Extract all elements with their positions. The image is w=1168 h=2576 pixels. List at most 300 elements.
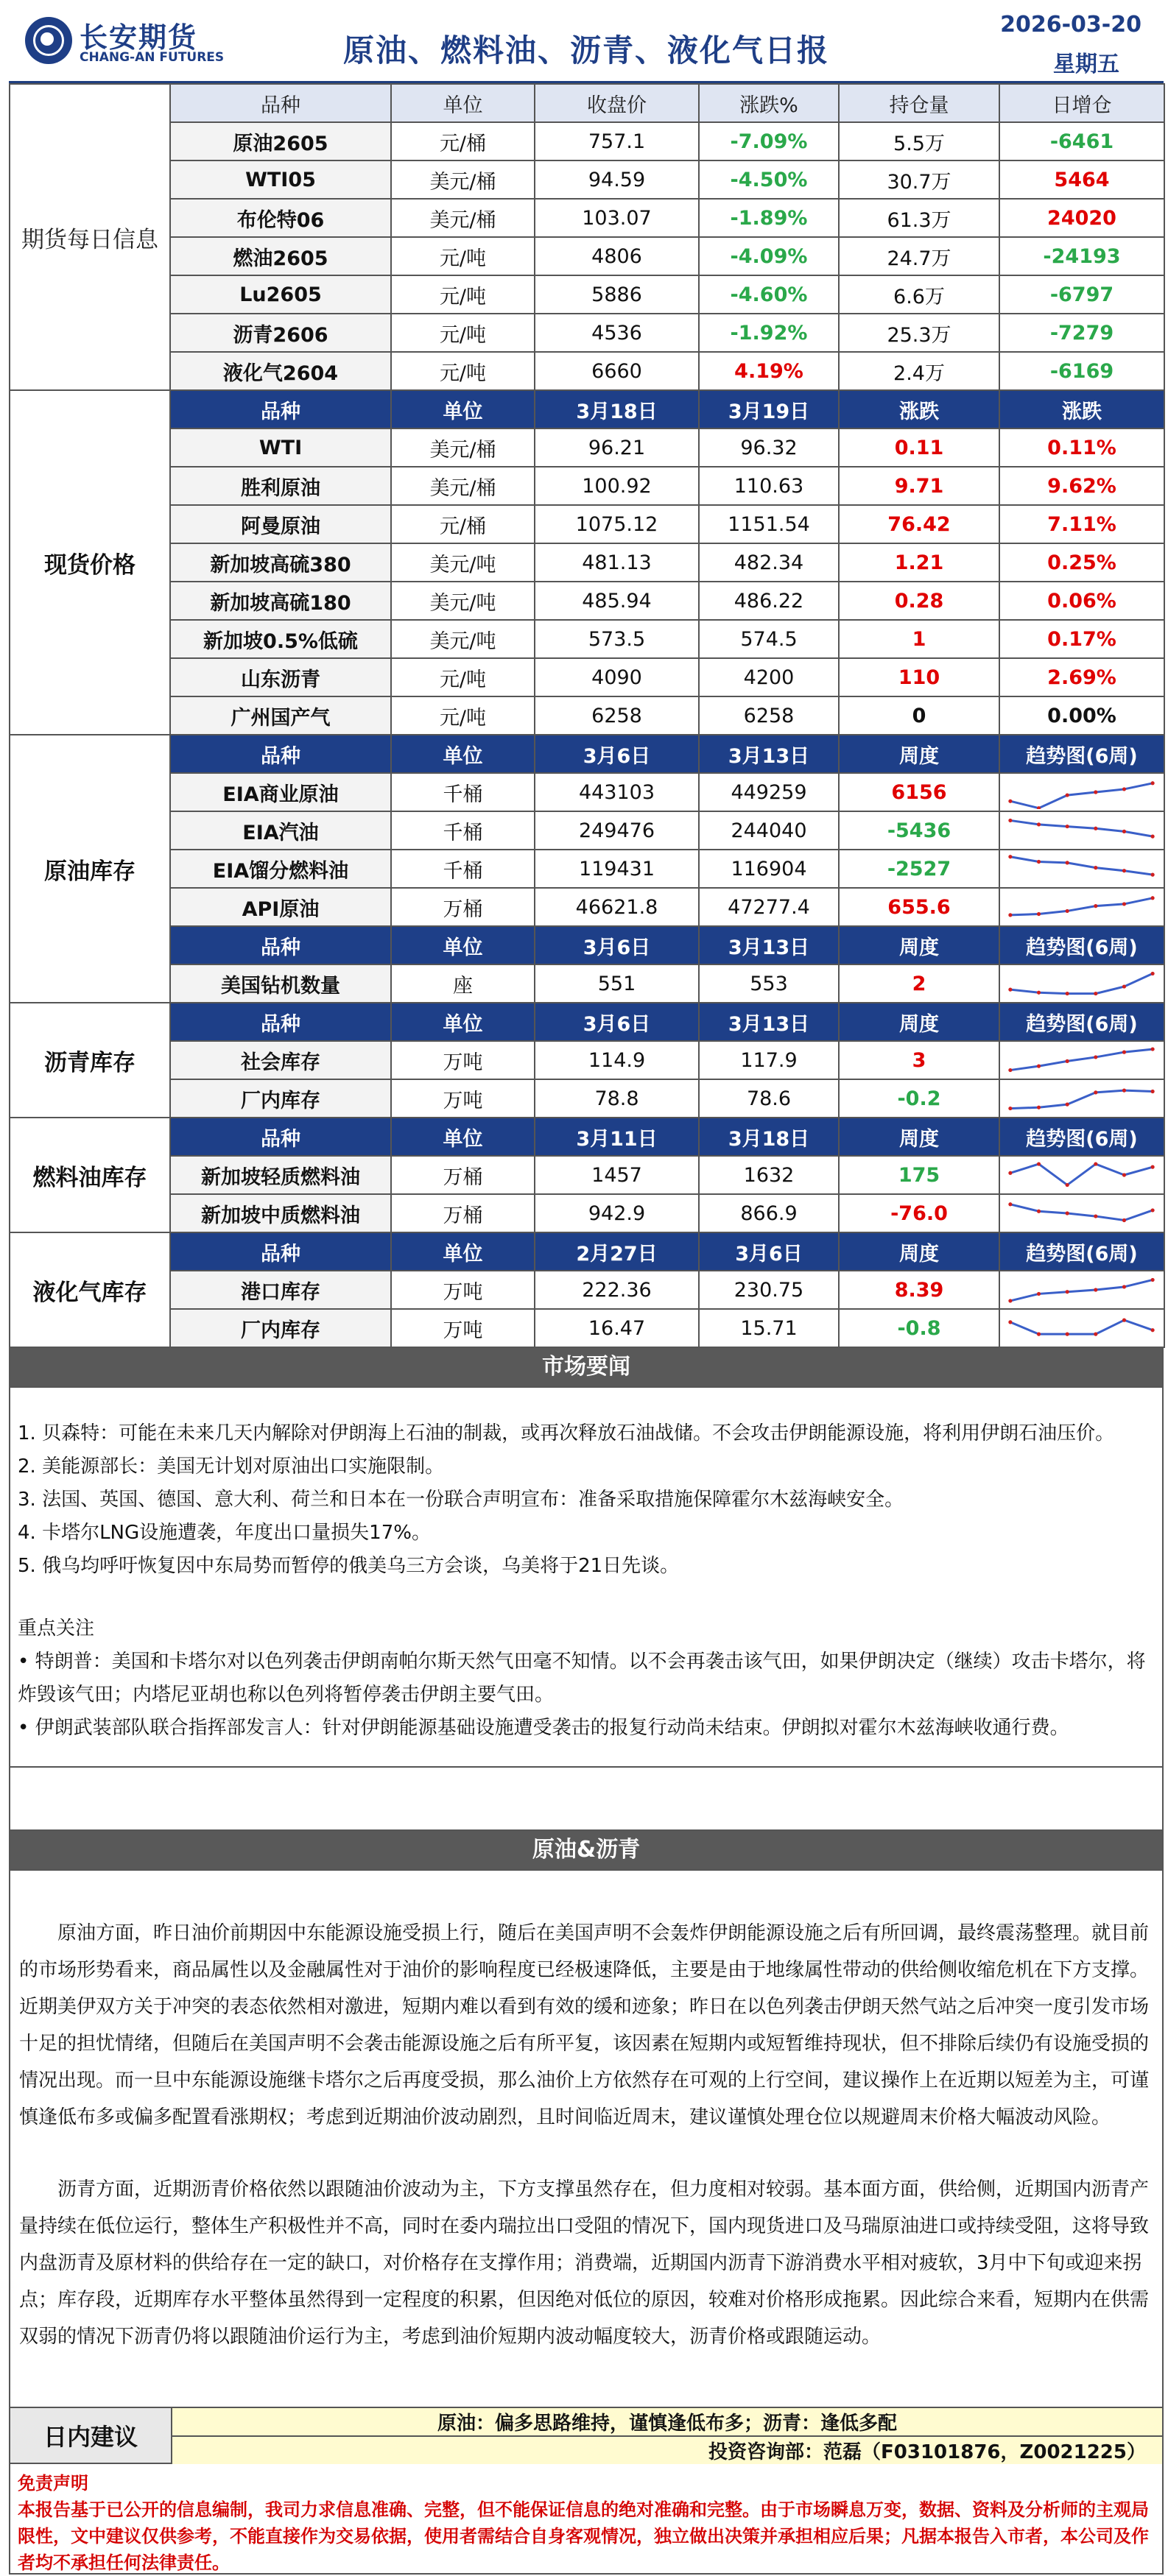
price-change-pct: 0.11% [999, 428, 1164, 467]
open-interest: 6.6万 [839, 275, 999, 314]
table-header-row [10, 390, 1164, 428]
unit: 万吨 [391, 1271, 535, 1309]
value-prev: 551 [535, 964, 699, 1003]
close-price: 103.07 [535, 199, 699, 237]
focus-item: • 伊朗武装部队联合指挥部发言人：针对伊朗能源基础设施遭受袭击的报复行动尚未结束。伊朗拟对霍尔木兹海峡收通行费。 [18, 1717, 1069, 1739]
advice-text: 原油：偏多思路维持，谨慎逢低布多；沥青：逢低多配 [172, 2408, 1162, 2435]
price-change-pct: 2.69% [999, 658, 1164, 696]
trend-point [1037, 860, 1041, 864]
trend-point [1008, 1171, 1012, 1175]
table-row [10, 1309, 1164, 1347]
trend-point [1094, 992, 1097, 995]
change-pct: -1.92% [699, 314, 839, 352]
table-row [10, 428, 1164, 467]
value-prev: 1457 [535, 1156, 699, 1194]
trend-point [1151, 835, 1155, 839]
column-header: 3月11日 [535, 1118, 699, 1156]
product-name: 新加坡高硫380 [170, 543, 391, 582]
trend-point [1151, 972, 1155, 975]
trend-point [1008, 819, 1012, 822]
trend-point [1008, 800, 1012, 803]
inventory-name: 新加坡中质燃料油 [170, 1194, 391, 1232]
table-row [10, 314, 1164, 352]
unit: 万桶 [391, 888, 535, 926]
table-row [10, 352, 1164, 390]
trend-point [1066, 909, 1069, 913]
value-latest: 47277.4 [699, 888, 839, 926]
unit: 元/吨 [391, 658, 535, 696]
price-day1: 6258 [535, 696, 699, 735]
unit: 美元/桶 [391, 160, 535, 199]
unit: 美元/吨 [391, 620, 535, 658]
price-change-pct: 0.00% [999, 696, 1164, 735]
trend-point [1122, 1173, 1126, 1176]
price-change-pct: 0.06% [999, 582, 1164, 620]
value-latest: 1632 [699, 1156, 839, 1194]
trend-sparkline [999, 1271, 1164, 1309]
column-header: 3月19日 [699, 390, 839, 428]
section-label: 原油库存 [10, 735, 170, 1003]
daily-oi-change: -6797 [999, 275, 1164, 314]
disclaimer-title: 免责声明 [18, 2473, 88, 2494]
column-header: 品种 [170, 390, 391, 428]
weekly-change: 3 [839, 1041, 999, 1079]
trend-sparkline [999, 964, 1164, 1003]
trend-point [1037, 1065, 1041, 1068]
price-change: 110 [839, 658, 999, 696]
change-pct: -4.60% [699, 275, 839, 314]
inventory-name: 厂内库存 [170, 1309, 391, 1347]
column-header: 品种 [170, 1232, 391, 1271]
contract-name: Lu2605 [170, 275, 391, 314]
value-latest: 116904 [699, 850, 839, 888]
price-change: 9.71 [839, 467, 999, 505]
column-header: 周度 [839, 735, 999, 773]
unit: 千桶 [391, 811, 535, 850]
trend-point [1094, 904, 1097, 908]
advice-label: 日内建议 [10, 2408, 172, 2463]
trend-point [1151, 1278, 1155, 1282]
news-item: 4. 卡塔尔LNG设施遭袭，年度出口量损失17%。 [18, 1522, 431, 1544]
table-row [10, 199, 1164, 237]
price-day1: 100.92 [535, 467, 699, 505]
weekly-change: -0.2 [839, 1079, 999, 1118]
trend-point [1094, 790, 1097, 794]
section-label: 液化气库存 [10, 1232, 170, 1347]
contract-name: WTI05 [170, 160, 391, 199]
column-header: 单位 [391, 1118, 535, 1156]
inventory-name: EIA商业原油 [170, 773, 391, 811]
trend-point [1094, 1333, 1097, 1336]
trend-line [1010, 820, 1153, 836]
table-header-row [10, 926, 1164, 964]
trend-point [1008, 855, 1012, 858]
value-prev: 249476 [535, 811, 699, 850]
unit: 元/吨 [391, 237, 535, 275]
table-row [10, 620, 1164, 658]
value-prev: 46621.8 [535, 888, 699, 926]
analysis-asphalt: 沥青方面，近期沥青价格依然以跟随油价波动为主，下方支撑虽然存在，但力度相对较弱。基本面方面，供给侧，近期国内沥青产量持续在低位运行，整体生产积极性并不高，同时在委内瑞拉出口受阻的情况下，国内现货进口及马瑞原油进口或持续受阻，这将导致内盘沥青及原材料的供给存在一定的缺口，对价格存在支撑作用；消费端，近期国内沥青下游消费水平相对疲软，3月中下旬或迎来拐点；库存段，近期库存水平整体虽然得到一定程度的积累，但因绝对低位的原因，较难对价格形成拖累。因此综合来看，短期内在供需双弱的情况下沥青仍将以跟随油价运行为主，考虑到油价短期内波动幅度较大，沥青价格或跟随运动。 [19, 2178, 1150, 2348]
inventory-name: 港口库存 [170, 1271, 391, 1309]
inventory-name: EIA汽油 [170, 811, 391, 850]
table-row [10, 1156, 1164, 1194]
price-day2: 574.5 [699, 620, 839, 658]
column-header: 收盘价 [535, 84, 699, 122]
column-header: 单位 [391, 1232, 535, 1271]
column-header: 3月6日 [535, 1003, 699, 1041]
close-price: 757.1 [535, 122, 699, 160]
value-latest: 230.75 [699, 1271, 839, 1309]
column-header: 趋势图(6周) [999, 1003, 1164, 1041]
price-change-pct: 0.17% [999, 620, 1164, 658]
unit: 万桶 [391, 1156, 535, 1194]
table-header-row [10, 1118, 1164, 1156]
product-name: 广州国产气 [170, 696, 391, 735]
column-header: 周度 [839, 1003, 999, 1041]
logo-text-en: CHANG-AN FUTURES [80, 50, 225, 65]
unit: 座 [391, 964, 535, 1003]
trend-point [1066, 861, 1069, 864]
trend-sparkline [999, 773, 1164, 811]
unit: 万吨 [391, 1309, 535, 1347]
column-header: 品种 [170, 84, 391, 122]
value-prev: 16.47 [535, 1309, 699, 1347]
trend-point [1037, 1333, 1041, 1336]
analysis-section [9, 1871, 1164, 2408]
price-change: 0.11 [839, 428, 999, 467]
trend-point [1122, 787, 1126, 791]
open-interest: 61.3万 [839, 199, 999, 237]
trend-point [1151, 1208, 1155, 1212]
close-price: 5886 [535, 275, 699, 314]
trend-line [1010, 973, 1153, 993]
column-header: 单位 [391, 84, 535, 122]
news-section [9, 1388, 1164, 1768]
price-day2: 6258 [699, 696, 839, 735]
value-latest: 553 [699, 964, 839, 1003]
column-header: 单位 [391, 390, 535, 428]
weekly-change: -5436 [839, 811, 999, 850]
weekly-change: -0.8 [839, 1309, 999, 1347]
trend-point [1122, 984, 1126, 988]
column-header: 品种 [170, 1003, 391, 1041]
price-day2: 4200 [699, 658, 839, 696]
column-header: 3月6日 [699, 1232, 839, 1271]
unit: 元/桶 [391, 505, 535, 543]
column-header: 3月6日 [535, 735, 699, 773]
table-row [10, 505, 1164, 543]
price-change-pct: 9.62% [999, 467, 1164, 505]
table-header-row [10, 735, 1164, 773]
product-name: WTI [170, 428, 391, 467]
table-header-row [10, 84, 1164, 122]
unit: 元/吨 [391, 696, 535, 735]
trend-point [1037, 1106, 1041, 1109]
logo-text-cn: 长安期货 [80, 21, 198, 54]
table-row [10, 811, 1164, 850]
trend-point [1122, 1285, 1126, 1288]
column-header: 3月13日 [699, 1003, 839, 1041]
table-row [10, 122, 1164, 160]
daily-oi-change: -6169 [999, 352, 1164, 390]
weekly-change: 175 [839, 1156, 999, 1194]
price-day2: 96.32 [699, 428, 839, 467]
change-pct: -4.50% [699, 160, 839, 199]
trend-point [1151, 1047, 1155, 1051]
price-day2: 486.22 [699, 582, 839, 620]
price-change: 1 [839, 620, 999, 658]
trend-point [1094, 1214, 1097, 1218]
analysis-crude: 原油方面，昨日油价前期因中东能源设施受损上行，随后在美国声明不会轰炸伊朗能源设施之后有所回调，最终震荡整理。就目前的市场形势看来，商品属性以及金融属性对于油价的影响程度已经极速降低，主要是由于地缘属性带动的供给侧收缩危机在下方支撑。近期美伊双方关于冲突的表态依然相对激进，短期内难以看到有效的缓和迹象；昨日在以色列袭击伊朗天然气站之后冲突一度引发市场十足的担忧情绪，但随后在美国声明不会袭击能源设施之后有所平复，该因素在短期内或短暂维持现状，但不排除后续仍有设施受损的情况出现。而一旦中东能源设施继卡塔尔之后再度受损，那么油价上方依然存在可观的上行空间，建议操作上在近期以短差为主，可谨慎逢低布多或偏多配置看涨期权；考虑到近期油价波动剧烈，且时间临近周末，建议谨慎处理仓位以规避周末价格大幅波动风险。 [19, 1922, 1150, 2128]
trend-line [1010, 1049, 1153, 1070]
column-header: 趋势图(6周) [999, 1232, 1164, 1271]
close-price: 6660 [535, 352, 699, 390]
trend-point [1094, 1288, 1097, 1291]
trend-point [1122, 1218, 1126, 1222]
table-row [10, 773, 1164, 811]
column-header: 日增仓 [999, 84, 1164, 122]
unit: 千桶 [391, 773, 535, 811]
trend-line [1010, 1280, 1153, 1301]
unit: 千桶 [391, 850, 535, 888]
price-change: 0 [839, 696, 999, 735]
trend-point [1122, 902, 1126, 906]
daily-oi-change: -24193 [999, 237, 1164, 275]
trend-point [1094, 827, 1097, 830]
trend-point [1037, 991, 1041, 995]
trend-point [1151, 1165, 1155, 1169]
focus-title: 重点关注 [18, 1617, 95, 1640]
unit: 美元/桶 [391, 428, 535, 467]
trend-point [1094, 866, 1097, 869]
trend-point [1151, 1090, 1155, 1093]
weekly-change: 2 [839, 964, 999, 1003]
trend-point [1008, 1202, 1012, 1206]
weekly-change: -2527 [839, 850, 999, 888]
trend-point [1037, 1162, 1041, 1165]
table-header-row [10, 1003, 1164, 1041]
value-prev: 114.9 [535, 1041, 699, 1079]
column-header: 单位 [391, 1003, 535, 1041]
trend-point [1066, 1059, 1069, 1063]
unit: 美元/吨 [391, 582, 535, 620]
table-row [10, 237, 1164, 275]
trend-point [1066, 793, 1069, 797]
value-latest: 449259 [699, 773, 839, 811]
column-header: 3月18日 [699, 1118, 839, 1156]
price-change-pct: 7.11% [999, 505, 1164, 543]
table-row [10, 964, 1164, 1003]
trend-point [1066, 825, 1069, 828]
news-item: 1. 贝森特：可能在未来几天内解除对伊朗海上石油的制裁，或再次释放石油战储。不会攻击伊朗能源设施，将利用伊朗石油压价。 [18, 1422, 1115, 1444]
table-row [10, 1079, 1164, 1118]
intraday-advice [9, 2408, 1164, 2464]
table-row [10, 543, 1164, 582]
trend-point [1122, 830, 1126, 833]
column-header: 3月18日 [535, 390, 699, 428]
trend-point [1066, 992, 1069, 995]
open-interest: 2.4万 [839, 352, 999, 390]
product-name: 山东沥青 [170, 658, 391, 696]
table-row [10, 160, 1164, 199]
report-date: 2026-03-20 [1000, 12, 1141, 38]
report-header [9, 0, 1164, 83]
trend-point [1008, 1068, 1012, 1072]
column-header: 趋势图(6周) [999, 1118, 1164, 1156]
price-day2: 482.34 [699, 543, 839, 582]
trend-sparkline [999, 1041, 1164, 1079]
trend-point [1008, 1299, 1012, 1302]
price-change-pct: 0.25% [999, 543, 1164, 582]
column-header: 单位 [391, 926, 535, 964]
trend-point [1151, 781, 1155, 785]
contract-name: 沥青2606 [170, 314, 391, 352]
section-label: 沥青库存 [10, 1003, 170, 1118]
contract-name: 原油2605 [170, 122, 391, 160]
analysis-title: 原油&沥青 [9, 1831, 1164, 1871]
news-item: 2. 美能源部长：美国无计划对原油出口实施限制。 [18, 1455, 445, 1478]
trend-sparkline [999, 811, 1164, 850]
trend-point [1008, 1107, 1012, 1110]
contract-name: 液化气2604 [170, 352, 391, 390]
column-header: 品种 [170, 735, 391, 773]
trend-point [1008, 1320, 1012, 1324]
weekly-change: -76.0 [839, 1194, 999, 1232]
trend-point [1066, 1333, 1069, 1336]
column-header: 周度 [839, 1232, 999, 1271]
price-change: 0.28 [839, 582, 999, 620]
value-prev: 443103 [535, 773, 699, 811]
table-row [10, 888, 1164, 926]
news-item: 3. 法国、英国、德国、意大利、荷兰和日本在一份联合声明宣布：准备采取措施保障霍尔木兹海峡安全。 [18, 1489, 904, 1511]
trend-line [1010, 1090, 1153, 1108]
weekly-change: 655.6 [839, 888, 999, 926]
contract-name: 布伦特06 [170, 199, 391, 237]
table-header-row [10, 1232, 1164, 1271]
column-header: 单位 [391, 735, 535, 773]
trend-point [1122, 1051, 1126, 1054]
trend-point [1094, 1090, 1097, 1094]
daily-oi-change: 5464 [999, 160, 1164, 199]
trend-point [1037, 1292, 1041, 1296]
trend-line [1010, 898, 1153, 915]
column-header: 品种 [170, 1118, 391, 1156]
inventory-name: 厂内库存 [170, 1079, 391, 1118]
price-change: 76.42 [839, 505, 999, 543]
column-header: 趋势图(6周) [999, 735, 1164, 773]
trend-point [1151, 896, 1155, 900]
product-name: 新加坡高硫180 [170, 582, 391, 620]
trend-point [1151, 1328, 1155, 1332]
trend-point [1008, 913, 1012, 917]
value-latest: 117.9 [699, 1041, 839, 1079]
inventory-name: 社会库存 [170, 1041, 391, 1079]
inventory-name: 美国钻机数量 [170, 964, 391, 1003]
table-row [10, 1271, 1164, 1309]
price-day1: 96.21 [535, 428, 699, 467]
table-row [10, 467, 1164, 505]
inventory-name: EIA馏分燃料油 [170, 850, 391, 888]
trend-point [1037, 1210, 1041, 1213]
trend-point [1122, 1319, 1126, 1322]
value-latest: 244040 [699, 811, 839, 850]
product-name: 胜利原油 [170, 467, 391, 505]
change-pct: -7.09% [699, 122, 839, 160]
trend-line [1010, 857, 1153, 875]
column-header: 持仓量 [839, 84, 999, 122]
trend-sparkline [999, 850, 1164, 888]
trend-point [1066, 1290, 1069, 1294]
unit: 美元/吨 [391, 543, 535, 582]
section-label: 燃料油库存 [10, 1118, 170, 1232]
product-name: 新加坡0.5%低硫 [170, 620, 391, 658]
daily-oi-change: -7279 [999, 314, 1164, 352]
open-interest: 5.5万 [839, 122, 999, 160]
price-day1: 1075.12 [535, 505, 699, 543]
trend-sparkline [999, 1156, 1164, 1194]
column-header: 2月27日 [535, 1232, 699, 1271]
value-prev: 942.9 [535, 1194, 699, 1232]
column-header: 品种 [170, 926, 391, 964]
table-row [10, 696, 1164, 735]
unit: 美元/桶 [391, 467, 535, 505]
trend-point [1008, 988, 1012, 992]
trend-sparkline [999, 1309, 1164, 1347]
value-latest: 15.71 [699, 1309, 839, 1347]
unit: 美元/桶 [391, 199, 535, 237]
value-prev: 222.36 [535, 1271, 699, 1309]
unit: 元/吨 [391, 352, 535, 390]
close-price: 94.59 [535, 160, 699, 199]
table-row [10, 1194, 1164, 1232]
trend-sparkline [999, 888, 1164, 926]
report-title: 原油、燃料油、沥青、液化气日报 [342, 32, 829, 68]
price-day1: 481.13 [535, 543, 699, 582]
disclaimer [9, 2464, 1164, 2575]
unit: 万桶 [391, 1194, 535, 1232]
weekly-change: 6156 [839, 773, 999, 811]
price-change: 1.21 [839, 543, 999, 582]
column-header: 周度 [839, 1118, 999, 1156]
table-row [10, 275, 1164, 314]
contract-name: 燃油2605 [170, 237, 391, 275]
focus-item: • 特朗普：美国和卡塔尔对以色列袭击伊朗南帕尔斯天然气田毫不知情。以不会再袭击该气田，如果伊朗决定（继续）攻击卡塔尔，将炸毁该气田；内塔尼亚胡也称以色列将暂停袭击伊朗主要气田。 [18, 1651, 1146, 1706]
price-day1: 573.5 [535, 620, 699, 658]
column-header: 3月6日 [535, 926, 699, 964]
unit: 元/吨 [391, 314, 535, 352]
price-day2: 1151.54 [699, 505, 839, 543]
column-header: 涨跌 [839, 390, 999, 428]
open-interest: 30.7万 [839, 160, 999, 199]
price-day1: 485.94 [535, 582, 699, 620]
unit: 元/吨 [391, 275, 535, 314]
unit: 元/桶 [391, 122, 535, 160]
change-pct: -1.89% [699, 199, 839, 237]
section-label: 现货价格 [10, 390, 170, 735]
weekly-change: 8.39 [839, 1271, 999, 1309]
trend-point [1066, 1103, 1069, 1107]
trend-point [1037, 912, 1041, 916]
column-header: 3月13日 [699, 926, 839, 964]
column-header: 3月13日 [699, 735, 839, 773]
table-row [10, 1041, 1164, 1079]
trend-point [1066, 1211, 1069, 1215]
trend-point [1122, 869, 1126, 872]
table-row [10, 582, 1164, 620]
news-item: 5. 俄乌均呼吁恢复因中东局势而暂停的俄美乌三方会谈，乌美将于21日先谈。 [18, 1555, 680, 1577]
report-page [9, 0, 1164, 2575]
spacer-row [9, 1768, 1164, 1831]
